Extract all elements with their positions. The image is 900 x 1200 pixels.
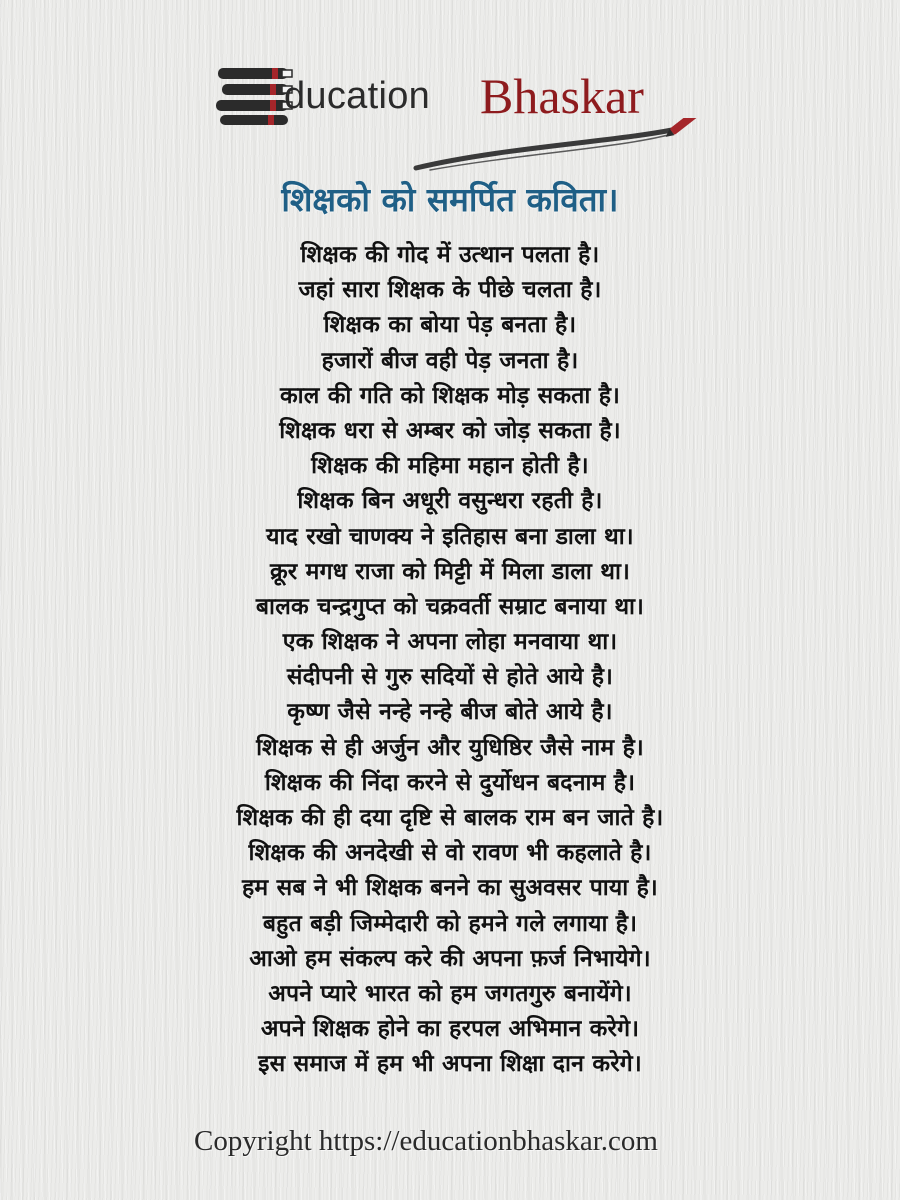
- poem-line: इस समाज में हम भी अपना शिक्षा दान करेगे।: [258, 1051, 642, 1078]
- poem-line: बालक चन्द्रगुप्त को चक्रवर्ती सम्राट बनाया था।: [255, 593, 645, 620]
- poem-line: हम सब ने भी शिक्षक बनने का सुअवसर पाया है।: [242, 875, 658, 902]
- poem-line: शिक्षक की गोद में उत्थान पलता है।: [300, 242, 600, 268]
- logo-word-bhaskar: Bhaskar: [480, 68, 644, 124]
- poem-line: आओ हम संकल्प करे की अपना फ़र्ज निभायेगे।: [249, 945, 651, 972]
- poem-line: याद रखो चाणक्य ने इतिहास बना डाला था।: [266, 523, 634, 550]
- logo-word-education: ducation: [284, 75, 431, 117]
- education-bhaskar-logo: [210, 52, 710, 172]
- page-title: शिक्षको को समर्पित कविता।: [281, 180, 619, 219]
- poem-line: एक शिक्षक ने अपना लोहा मनवाया था।: [282, 629, 618, 656]
- poem-line: शिक्षक की महिमा महान होती है।: [311, 453, 589, 480]
- poem-line: शिक्षक का बोया पेड़ बनता है।: [323, 312, 577, 339]
- poem-line: क्रूर मगध राजा को मिट्टी में मिला डाला था।: [269, 558, 631, 585]
- poem-line: शिक्षक से ही अर्जुन और युधिष्ठिर जैसे नाम है।: [256, 734, 644, 761]
- poem-line: कृष्ण जैसे नन्हे नन्हे बीज बोते आये है।: [287, 699, 613, 726]
- poem-line: जहां सारा शिक्षक के पीछे चलता है।: [298, 277, 602, 304]
- poem-body: [0, 238, 900, 1083]
- copyright-notice: Copyright https://educationbhaskar.com: [194, 1125, 658, 1157]
- poem-line: बहुत बड़ी जिम्मेदारी को हमने गले लगाया है।: [262, 910, 638, 937]
- poem-line: अपने शिक्षक होने का हरपल अभिमान करेगे।: [260, 1016, 640, 1043]
- poem-line: संदीपनी से गुरु सदियों से होते आये है।: [286, 664, 614, 691]
- poem-line: शिक्षक की ही दया दृष्टि से बालक राम बन जाते है।: [236, 805, 664, 831]
- poem-line: शिक्षक की अनदेखी से वो रावण भी कहलाते है।: [248, 840, 652, 867]
- poem-line: अपने प्यारे भारत को हम जगतगुरु बनायेंगे।: [268, 980, 632, 1007]
- logo-wordmark: [284, 72, 430, 120]
- poem-line: काल की गति को शिक्षक मोड़ सकता है।: [279, 382, 621, 409]
- poem-line: शिक्षक बिन अधूरी वसुन्धरा रहती है।: [297, 488, 603, 515]
- pen-icon: [410, 118, 710, 174]
- poem-line: शिक्षक धरा से अम्बर को जोड़ सकता है।: [279, 417, 621, 444]
- poem-line: हजारों बीज वही पेड़ जनता है।: [321, 347, 579, 374]
- poem-line: शिक्षक की निंदा करने से दुर्योधन बदनाम है।: [264, 769, 636, 796]
